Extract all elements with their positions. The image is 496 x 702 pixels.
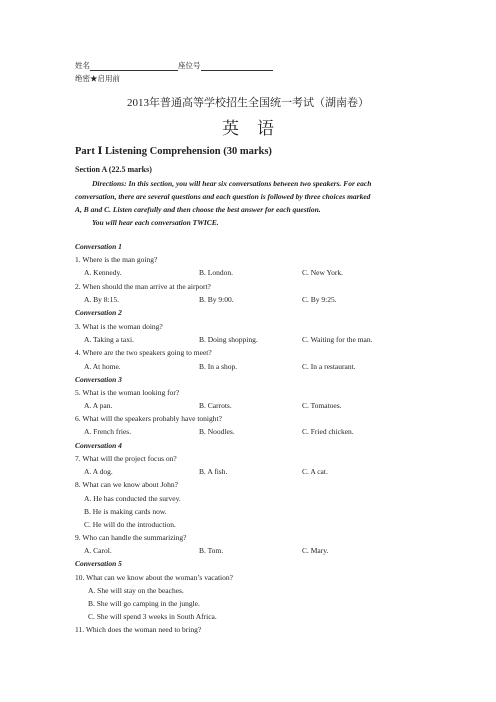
q9-option-a[interactable]: A. Carol. — [84, 546, 112, 555]
q10-option-b[interactable]: B. She will go camping in the jungle. — [88, 599, 200, 608]
q7-option-b[interactable]: B. A fish. — [199, 467, 228, 476]
name-seat-row — [75, 60, 273, 71]
q5-option-b[interactable]: B. Carrots. — [199, 401, 232, 410]
part-title: Part Ⅰ Listening Comprehension (30 marks) — [75, 146, 272, 157]
q2-option-c[interactable]: C. By 9:25. — [302, 295, 337, 304]
conversation-3-heading: Conversation 3 — [75, 375, 122, 384]
q3-option-c[interactable]: C. Waiting for the man. — [302, 335, 373, 344]
q7-option-a[interactable]: A. A dog. — [84, 467, 113, 476]
q4-option-a[interactable]: A. At home. — [84, 362, 121, 371]
seat-field[interactable] — [201, 62, 273, 71]
q3-option-a[interactable]: A. Taking a taxi. — [84, 335, 134, 344]
q4-option-b[interactable]: B. In a shop. — [199, 362, 238, 371]
exam-title: 2013年普通高等学校招生全国统一考试（湖南卷） — [127, 97, 369, 109]
question-9: 9. Who can handle the summarizing? — [75, 533, 187, 542]
question-7: 7. What will the project focus on? — [75, 454, 177, 463]
question-1: 1. Where is the man going? — [75, 255, 158, 264]
q8-option-a[interactable]: A. He has conducted the survey. — [84, 494, 181, 503]
q10-option-a[interactable]: A. She will stay on the beaches. — [88, 586, 184, 595]
question-2: 2. When should the man arrive at the airport? — [75, 282, 211, 291]
question-5: 5. What is the woman looking for? — [75, 388, 180, 397]
q8-option-b[interactable]: B. He is making cards now. — [84, 507, 167, 516]
conversation-5-heading: Conversation 5 — [75, 559, 122, 568]
question-3: 3. What is the woman doing? — [75, 322, 163, 331]
q6-option-a[interactable]: A. French fries. — [84, 427, 132, 436]
q1-option-c[interactable]: C. New York. — [302, 268, 344, 277]
name-label: 姓名 — [75, 61, 90, 70]
q6-option-b[interactable]: B. Noodles. — [199, 427, 235, 436]
q6-option-c[interactable]: C. Fried chicken. — [302, 427, 354, 436]
directions-line-3: A, B and C. Listen carefully and then choose the best answer for each question. — [75, 205, 321, 214]
question-8: 8. What can we know about John? — [75, 480, 178, 489]
q9-option-c[interactable]: C. Mary. — [302, 546, 329, 555]
q1-option-b[interactable]: B. London. — [199, 268, 233, 277]
section-title: Section A (22.5 marks) — [75, 165, 152, 174]
q2-option-b[interactable]: B. By 9:00. — [199, 295, 234, 304]
q5-option-a[interactable]: A. A pan. — [84, 401, 113, 410]
q3-option-b[interactable]: B. Doing shopping. — [199, 335, 258, 344]
secret-mark: 绝密★启用前 — [75, 74, 120, 83]
q1-option-a[interactable]: A. Kennedy. — [84, 268, 122, 277]
name-field[interactable] — [90, 62, 178, 71]
seat-label: 座位号 — [178, 61, 201, 70]
question-10: 10. What can we know about the woman’s vacation? — [75, 573, 233, 582]
q8-option-c[interactable]: C. He will do the introduction. — [84, 520, 176, 529]
q5-option-c[interactable]: C. Tomatoes. — [302, 401, 342, 410]
conversation-4-heading: Conversation 4 — [75, 441, 122, 450]
q2-option-a[interactable]: A. By 8:15. — [84, 295, 120, 304]
directions-line-4: You will hear each conversation TWICE. — [92, 218, 219, 227]
subject-title: 英语 — [222, 119, 292, 138]
q7-option-c[interactable]: C. A cat. — [302, 467, 328, 476]
directions-line-2: conversation, there are several questions and each question is followed by three choices marked — [75, 192, 371, 201]
directions-line-1: Directions: In this section, you will hear six conversations between two speakers. For each — [92, 179, 372, 188]
question-6: 6. What will the speakers probably have tonight? — [75, 414, 222, 423]
question-11: 11. Which does the woman need to bring? — [75, 625, 202, 634]
q9-option-b[interactable]: B. Tom. — [199, 546, 224, 555]
conversation-2-heading: Conversation 2 — [75, 308, 122, 317]
q4-option-c[interactable]: C. In a restaurant. — [302, 362, 356, 371]
q10-option-c[interactable]: C. She will spend 3 weeks in South Africa. — [88, 612, 217, 621]
question-4: 4. Where are the two speakers going to meet? — [75, 348, 212, 357]
conversation-1-heading: Conversation 1 — [75, 242, 122, 251]
